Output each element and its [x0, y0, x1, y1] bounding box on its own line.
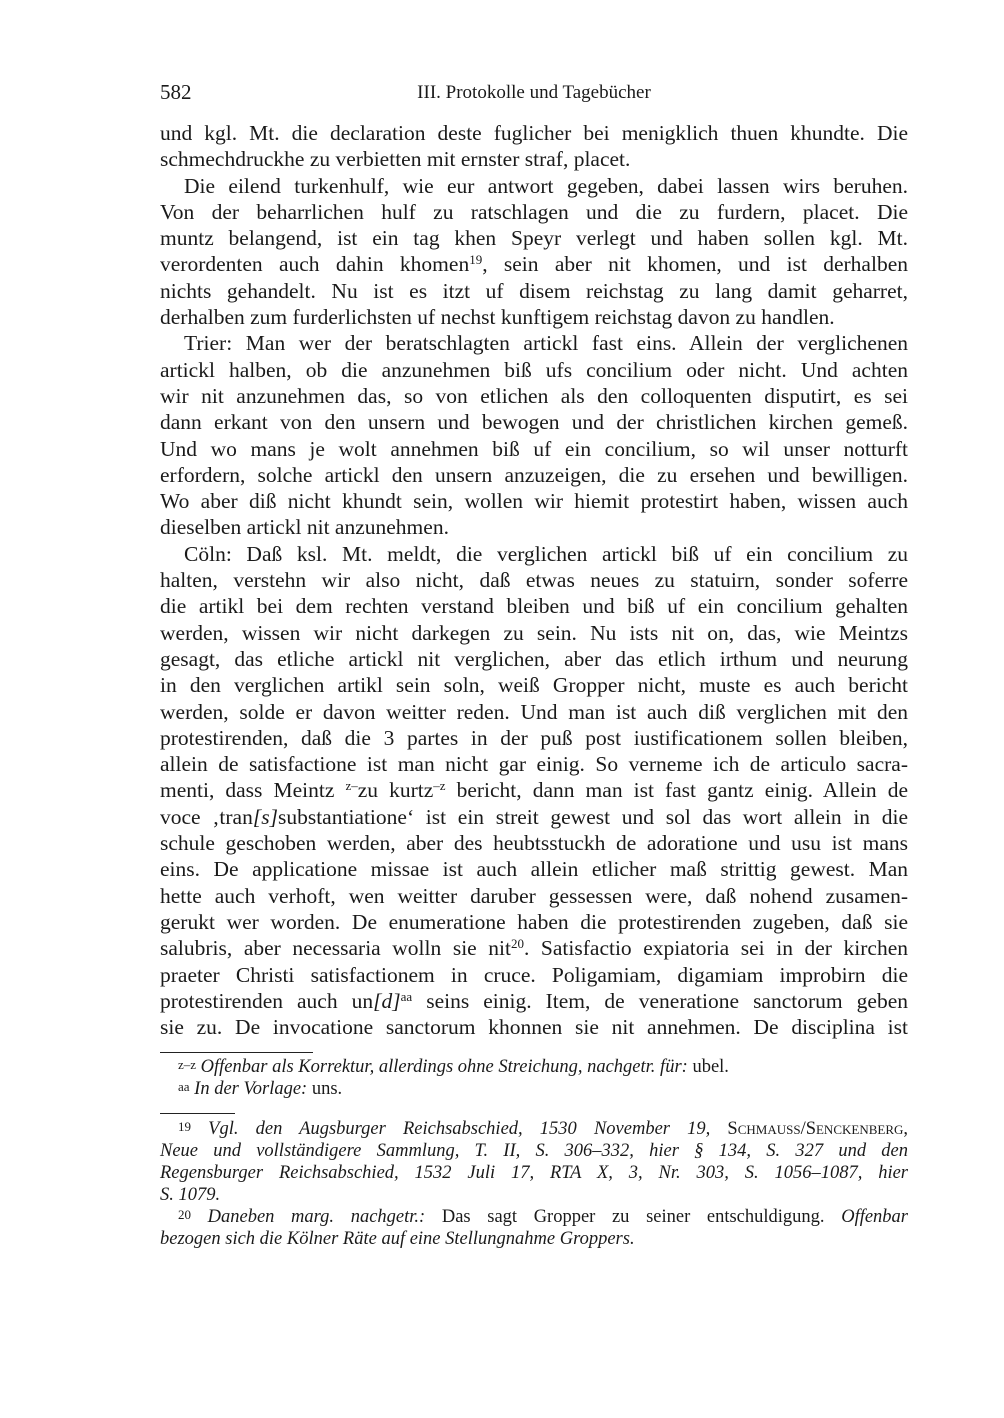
text-segment: schule geschoben werden, aber des heubtsstuckh de adoratione und usu ist mans — [160, 831, 908, 856]
main-text — [160, 120, 908, 1040]
text-segment — [710, 1119, 727, 1139]
text-segment: Offenbar als Korrektur, allerdings ohne Streichung, nachgetr. für: — [200, 1057, 688, 1077]
text-segment: dann erkant von den unsern und bewogen und der christlichen kirchen gemeß. — [160, 410, 908, 435]
text-critical-notes — [160, 1056, 908, 1100]
text-segment: sie zu. De invocatione sanctorum khonnen sie nit annehmen. De disciplina ist — [160, 1015, 908, 1040]
text-line — [160, 567, 908, 593]
text-line — [160, 935, 908, 961]
text-line — [160, 251, 908, 277]
text-line — [160, 777, 908, 803]
text-segment: derhalben zum furderlichsten uf nechst kunftigem reichstag davon zu handlen. — [160, 305, 835, 330]
text-segment: Offenbar — [841, 1207, 909, 1227]
text-line — [160, 462, 908, 488]
text-segment: menti, dass Meintz — [160, 778, 346, 803]
text-line — [160, 856, 908, 882]
text-line — [160, 830, 908, 856]
text-segment: protestirenden auch un — [160, 988, 374, 1013]
text-line — [160, 199, 908, 225]
text-line — [160, 699, 908, 725]
text-segment: Trier: Man wer der beratschlagten artickl fast eins. Allein der verglichenen — [184, 331, 908, 356]
note-marker: z– — [345, 778, 358, 794]
text-segment: substantiatione‘ ist ein streit gewest und sol das wort allein in die — [277, 804, 908, 829]
text-segment: nichts gehandelt. Nu ist es itzt uf disem reichstag zu lang damit geharret, — [160, 278, 908, 303]
text-line — [160, 1118, 908, 1140]
text-line — [160, 1206, 908, 1228]
text-segment: , sein aber nit khomen, und ist derhalben — [482, 252, 908, 277]
text-line — [160, 436, 908, 462]
text-segment: seins einig. Item, de veneratione sanctorum geben — [412, 988, 908, 1013]
note-marker: aa — [400, 988, 413, 1004]
text-segment: Cöln: Daß ksl. Mt. meldt, die verglichen artickl biß uf ein concilium zu — [184, 541, 908, 566]
text-segment: [s] — [252, 804, 278, 829]
text-segment: werden, wissen wir nicht darkegen zu sein. Nu ists nit on, das, wie Meintzs — [160, 620, 908, 645]
text-segment: uns. — [307, 1079, 343, 1099]
footnotes-rule — [160, 1113, 235, 1114]
text-segment: [d] — [373, 988, 401, 1013]
text-segment: allein de satisfactione ist man nicht gar einig. So verneme ich de articulo sacra- — [160, 752, 908, 777]
note-marker: z–z — [178, 1057, 197, 1072]
text-line — [160, 1056, 908, 1078]
text-line — [160, 751, 908, 777]
text-line — [160, 725, 908, 751]
text-segment: Von der beharrlichen hulf zu ratschlagen und die zu furdern, placet. Die — [160, 199, 908, 224]
text-segment: Wo aber diß nicht khundt sein, wollen wir hiemit protestirt haben, wissen auch — [160, 489, 908, 514]
text-line — [160, 1078, 908, 1100]
text-segment: wir nit anzunehmen das, so von etlichen als den colloquenten disputirt, es sei — [160, 383, 908, 408]
text-segment: bezogen sich die Kölner Räte auf eine Stellungnahme Groppers. — [160, 1229, 635, 1249]
text-segment: und kgl. Mt. die declaration deste fuglicher bei menigklich thuen khundte. Die — [160, 121, 908, 145]
text-line — [160, 672, 908, 698]
text-segment: dieselben artickl nit anzunehmen. — [160, 515, 449, 540]
text-line — [160, 278, 908, 304]
text-line — [160, 593, 908, 619]
text-segment: Die eilend turkenhulf, wie eur antwort gegeben, dabei lassen wirs beruhen. — [184, 173, 908, 198]
text-segment: eins. De applicatione missae ist auch allein etlicher maß strittig gewest. Man — [160, 857, 908, 882]
text-segment: artickl halben, ob die anzunehmen biß ufs concilium oder nicht. Und achten — [160, 357, 908, 382]
page-header — [160, 80, 908, 106]
text-segment: gerukt wer worden. De enumeratione haben die protestirenden zugeben, daß sie — [160, 909, 908, 934]
text-segment: Neue und vollständigere Sammlung, T. II, S. 306–332, hier § 134, S. 327 und den — [160, 1141, 908, 1161]
text-segment: voce ‚tran — [160, 804, 253, 829]
text-line — [160, 883, 908, 909]
text-line — [160, 514, 908, 540]
text-line — [160, 304, 908, 330]
note-marker: 20 — [510, 936, 524, 952]
note-marker: 20 — [178, 1207, 191, 1222]
text-segment: gesagt, das etliche artickl nit verglichen, aber das etlich irthum und neurung — [160, 646, 908, 671]
text-segment — [191, 1119, 208, 1139]
text-line — [160, 146, 908, 172]
text-segment: salubris, aber necessaria wolln sie nit — [160, 936, 511, 961]
text-segment: bericht, dann man ist fast gantz einig. Allein de — [445, 778, 909, 803]
note-marker: aa — [178, 1079, 190, 1094]
text-line — [160, 409, 908, 435]
text-line — [160, 1184, 908, 1206]
text-line — [160, 909, 908, 935]
note-marker: 19 — [178, 1119, 191, 1134]
text-segment: S. 1079. — [160, 1185, 221, 1205]
text-segment: Daneben marg. nachgetr.: — [207, 1207, 426, 1227]
text-segment: erfordern, solche artickl den unsern anzuzeigen, die zu ersehen und bewilligen. — [160, 462, 908, 487]
page-number: 582 — [160, 80, 192, 104]
text-line — [160, 357, 908, 383]
text-segment: In der Vorlage: — [194, 1079, 308, 1099]
text-segment: Schmauss/Senckenberg, — [727, 1119, 909, 1139]
text-segment: zu kurtz — [357, 778, 434, 803]
text-line — [160, 804, 908, 830]
footnotes — [160, 1118, 908, 1250]
text-line — [160, 173, 908, 199]
text-segment: halten, verstehn wir also nicht, daß etwas neues zu statuirn, sonder soferre — [160, 568, 908, 593]
note-marker: –z — [433, 778, 446, 794]
text-line — [160, 962, 908, 988]
text-line — [160, 988, 908, 1014]
text-line — [160, 383, 908, 409]
text-segment: hette auch verhoft, wen weitter daruber gessessen were, daß nohend zusamen- — [160, 883, 908, 908]
running-title: III. Protokolle und Tagebücher — [417, 82, 651, 103]
text-line — [160, 225, 908, 251]
text-line — [160, 646, 908, 672]
text-line — [160, 1140, 908, 1162]
text-line — [160, 541, 908, 567]
text-line — [160, 330, 908, 356]
text-segment — [191, 1207, 208, 1227]
text-segment: ubel. — [687, 1057, 729, 1077]
text-line — [160, 120, 908, 146]
text-segment: schmechdruckhe zu verbietten mit ernster straf, placet. — [160, 147, 631, 172]
text-segment: praeter Christi satisfactionem in cruce. Poligamiam, digamiam improbirn die — [160, 962, 908, 987]
text-line — [160, 1228, 908, 1250]
text-line — [160, 488, 908, 514]
text-line — [160, 1014, 908, 1040]
text-segment: verordenten auch dahin khomen — [160, 252, 470, 277]
text-line — [160, 620, 908, 646]
text-segment: Und wo mans je wolt annehmen biß uf ein concilium, so wil unser notturft — [160, 436, 908, 461]
text-segment: . Satisfactio expiatoria sei in der kirchen — [523, 936, 909, 961]
text-segment: Regensburger Reichsabschied, 1532 Juli 17, RTA X, 3, Nr. 303, S. 1056–1087, hier — [160, 1163, 908, 1183]
text-notes-rule — [160, 1052, 313, 1053]
text-segment: Das sagt Gropper zu seiner entschuldigung. — [425, 1207, 842, 1227]
text-segment: protestirenden, daß die 3 partes in der puß post iustificationem sollen bleiben, — [160, 725, 908, 750]
text-segment: werden, solde er davon weitter reden. Und man ist auch diß verglichen mit den — [160, 699, 908, 724]
text-segment: in den verglichen artikl sein soln, weiß Gropper nicht, muste es auch bericht — [160, 673, 908, 698]
text-segment: muntz belangend, ist ein tag khen Speyr verlegt und haben sollen kgl. Mt. — [160, 226, 908, 251]
text-segment: Vgl. den Augsburger Reichsabschied, 1530 November 19, — [208, 1119, 711, 1139]
text-line — [160, 1162, 908, 1184]
note-marker: 19 — [469, 252, 483, 268]
text-segment: die artikl bei dem rechten verstand bleiben und biß uf ein concilium gehalten — [160, 594, 908, 619]
